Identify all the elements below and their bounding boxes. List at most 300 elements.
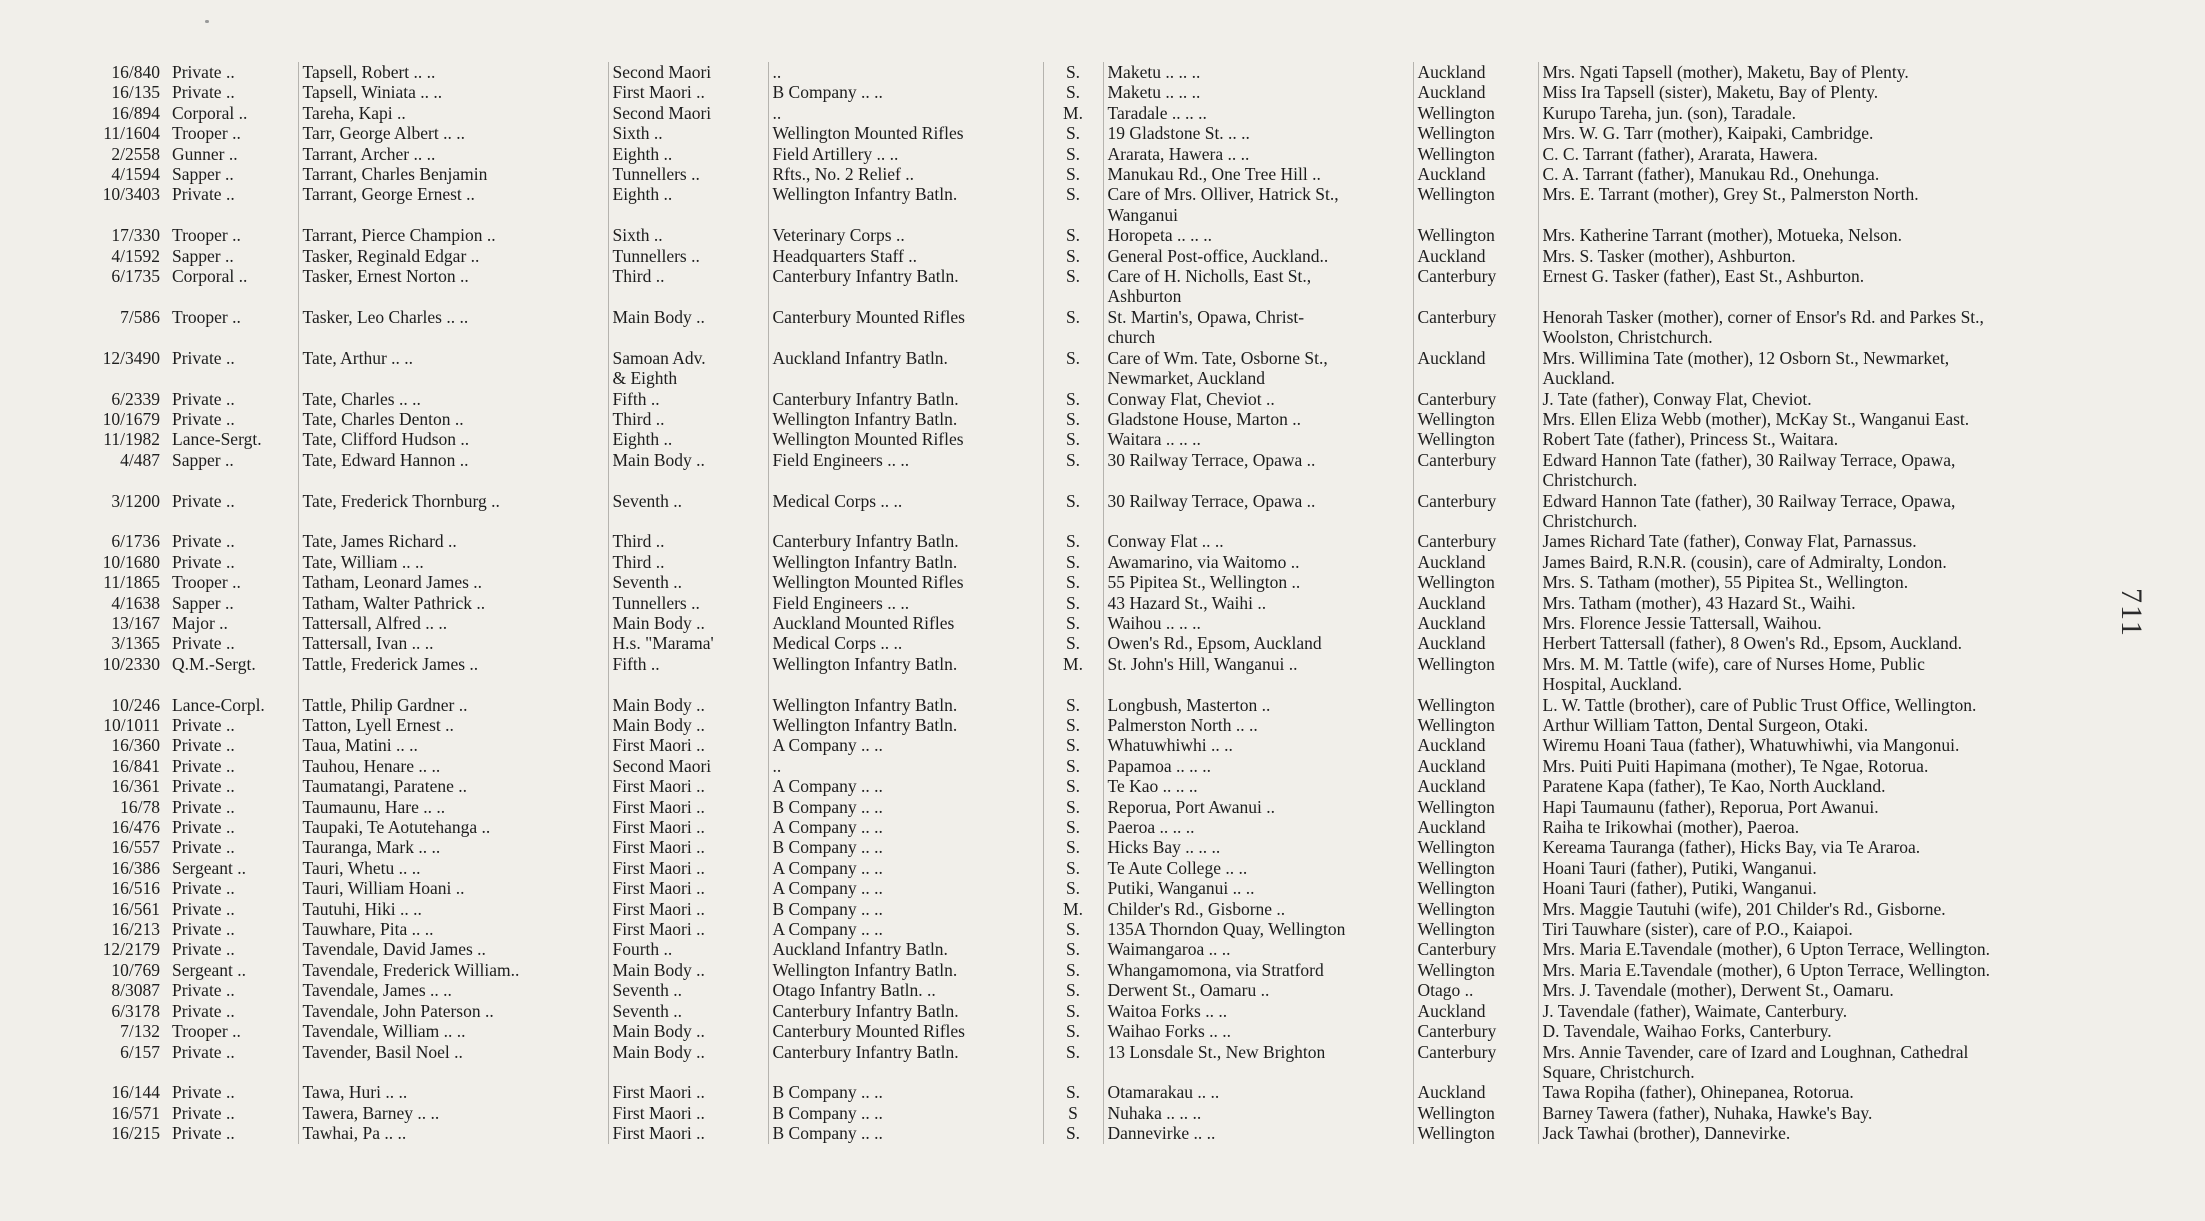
marital-status: S. bbox=[1043, 960, 1103, 980]
next-of-kin: Christchurch. bbox=[1542, 510, 1638, 531]
unit: Wellington Infantry Batln. bbox=[768, 960, 1043, 980]
regimental-number: 4/1638 bbox=[111, 592, 160, 613]
district: Auckland bbox=[1413, 82, 1538, 102]
table-row bbox=[68, 225, 2128, 245]
regimental-number: 4/1594 bbox=[111, 164, 160, 185]
draft: First Maori .. bbox=[608, 858, 768, 878]
next-of-kin: Mrs. Annie Tavender, care of Izard and Loughnan, Cathedral bbox=[1542, 1041, 1969, 1062]
regimental-number: 16/894 bbox=[111, 102, 160, 123]
regimental-number: 17/330 bbox=[111, 225, 160, 246]
regimental-number bbox=[68, 327, 168, 347]
district: Canterbury bbox=[1413, 491, 1538, 511]
draft bbox=[608, 470, 768, 490]
unit: Medical Corps .. .. bbox=[768, 491, 1043, 511]
district: Wellington bbox=[1413, 960, 1538, 980]
unit: A Company .. .. bbox=[768, 817, 1043, 837]
table-row bbox=[68, 348, 2128, 368]
regimental-number bbox=[68, 1062, 168, 1082]
table-row bbox=[68, 184, 2128, 204]
next-of-kin: C. A. Tarrant (father), Manukau Rd., Onehunga. bbox=[1542, 164, 1880, 185]
address: Waihou .. .. .. bbox=[1103, 613, 1413, 633]
district: Wellington bbox=[1413, 144, 1538, 164]
table-row bbox=[68, 858, 2128, 878]
dust-speck bbox=[205, 20, 209, 23]
draft: Eighth .. bbox=[608, 429, 768, 449]
regimental-number: 16/78 bbox=[120, 796, 160, 817]
table-row bbox=[68, 144, 2128, 164]
regimental-number: 6/3178 bbox=[111, 1000, 160, 1021]
district: Auckland bbox=[1413, 348, 1538, 368]
next-of-kin: Raiha te Irikowhai (mother), Paeroa. bbox=[1542, 817, 1800, 838]
soldier-name: Tate, Arthur .. .. bbox=[298, 348, 608, 368]
table-row bbox=[68, 817, 2128, 837]
table-row bbox=[68, 593, 2128, 613]
nominal-roll-table bbox=[68, 62, 2128, 1144]
marital-status: S. bbox=[1043, 1082, 1103, 1102]
rank: Private .. bbox=[168, 715, 298, 735]
address: Palmerston North .. .. bbox=[1103, 715, 1413, 735]
district: Wellington bbox=[1413, 654, 1538, 674]
rank: Trooper .. bbox=[168, 572, 298, 592]
marital-status: S. bbox=[1043, 246, 1103, 266]
district: Wellington bbox=[1413, 878, 1538, 898]
soldier-name: Taumaunu, Hare .. .. bbox=[298, 797, 608, 817]
rank: Sergeant .. bbox=[168, 858, 298, 878]
soldier-name: Tarrant, George Ernest .. bbox=[298, 184, 608, 204]
page-number: 711 bbox=[2115, 588, 2148, 638]
draft: First Maori .. bbox=[608, 878, 768, 898]
next-of-kin: Barney Tawera (father), Nuhaka, Hawke's Bay. bbox=[1542, 1102, 1873, 1123]
regimental-number: 12/3490 bbox=[102, 347, 160, 368]
next-of-kin: L. W. Tattle (brother), care of Public Trust Office, Wellington. bbox=[1542, 694, 1977, 715]
next-of-kin: Hapi Taumaunu (father), Reporua, Port Awanui. bbox=[1542, 796, 1879, 817]
address: Paeroa .. .. .. bbox=[1103, 817, 1413, 837]
unit: .. bbox=[768, 756, 1043, 776]
table-row bbox=[68, 1082, 2128, 1102]
unit: .. bbox=[768, 103, 1043, 123]
address: 13 Lonsdale St., New Brighton bbox=[1103, 1042, 1413, 1062]
unit: Canterbury Mounted Rifles bbox=[768, 1021, 1043, 1041]
next-of-kin: Mrs. Willimina Tate (mother), 12 Osborn St., Newmarket, bbox=[1542, 347, 1950, 368]
soldier-name bbox=[298, 470, 608, 490]
address: General Post-office, Auckland.. bbox=[1103, 246, 1413, 266]
district: Otago .. bbox=[1413, 980, 1538, 1000]
next-of-kin: Mrs. Tatham (mother), 43 Hazard St., Waihi. bbox=[1542, 592, 1856, 613]
unit bbox=[768, 327, 1043, 347]
regimental-number: 16/840 bbox=[111, 62, 160, 82]
district: Auckland bbox=[1413, 62, 1538, 82]
address: Horopeta .. .. .. bbox=[1103, 225, 1413, 245]
soldier-name: Tatham, Leonard James .. bbox=[298, 572, 608, 592]
unit: B Company .. .. bbox=[768, 797, 1043, 817]
marital-status: S. bbox=[1043, 266, 1103, 286]
address: 43 Hazard St., Waihi .. bbox=[1103, 593, 1413, 613]
unit: Auckland Mounted Rifles bbox=[768, 613, 1043, 633]
draft: Tunnellers .. bbox=[608, 246, 768, 266]
rank: Q.M.-Sergt. bbox=[168, 654, 298, 674]
rank: Private .. bbox=[168, 633, 298, 653]
next-of-kin: Arthur William Tatton, Dental Surgeon, Otaki. bbox=[1542, 715, 1869, 735]
address: Gladstone House, Marton .. bbox=[1103, 409, 1413, 429]
address: Papamoa .. .. .. bbox=[1103, 756, 1413, 776]
soldier-name: Tauri, Whetu .. .. bbox=[298, 858, 608, 878]
unit: Wellington Infantry Batln. bbox=[768, 552, 1043, 572]
soldier-name bbox=[298, 205, 608, 225]
address: Waimangaroa .. .. bbox=[1103, 939, 1413, 959]
rank bbox=[168, 674, 298, 694]
marital-status bbox=[1043, 368, 1103, 388]
regimental-number: 16/561 bbox=[111, 898, 160, 919]
draft: First Maori .. bbox=[608, 837, 768, 857]
unit: .. bbox=[768, 62, 1043, 82]
rank: Trooper .. bbox=[168, 1021, 298, 1041]
rank: Corporal .. bbox=[168, 266, 298, 286]
regimental-number: 10/769 bbox=[111, 959, 160, 980]
rank: Private .. bbox=[168, 939, 298, 959]
district: Wellington bbox=[1413, 1123, 1538, 1143]
unit: A Company .. .. bbox=[768, 919, 1043, 939]
table-row bbox=[68, 103, 2128, 123]
draft: Third .. bbox=[608, 409, 768, 429]
rank bbox=[168, 511, 298, 531]
draft: First Maori .. bbox=[608, 817, 768, 837]
regimental-number: 10/1011 bbox=[103, 715, 160, 735]
table-row bbox=[68, 450, 2128, 470]
next-of-kin: Mrs. S. Tatham (mother), 55 Pipitea St., Wellington. bbox=[1542, 572, 1909, 593]
soldier-name: Tawhai, Pa .. .. bbox=[298, 1123, 608, 1143]
table-row bbox=[68, 899, 2128, 919]
unit: Canterbury Infantry Batln. bbox=[768, 389, 1043, 409]
marital-status: S bbox=[1043, 1103, 1103, 1123]
rank: Private .. bbox=[168, 980, 298, 1000]
next-of-kin: Woolston, Christchurch. bbox=[1542, 327, 1713, 348]
table-row bbox=[68, 939, 2128, 959]
district: Wellington bbox=[1413, 184, 1538, 204]
district: Wellington bbox=[1413, 715, 1538, 735]
next-of-kin: Henorah Tasker (mother), corner of Ensor's Rd. and Parkes St., bbox=[1542, 306, 1984, 327]
rank: Private .. bbox=[168, 1103, 298, 1123]
unit: Canterbury Infantry Batln. bbox=[768, 531, 1043, 551]
rank: Sapper .. bbox=[168, 164, 298, 184]
soldier-name: Tate, Charles .. .. bbox=[298, 389, 608, 409]
table-row bbox=[68, 164, 2128, 184]
unit: B Company .. .. bbox=[768, 82, 1043, 102]
rank: Private .. bbox=[168, 184, 298, 204]
unit: Wellington Mounted Rifles bbox=[768, 429, 1043, 449]
soldier-name: Tate, Frederick Thornburg .. bbox=[298, 491, 608, 511]
regimental-number bbox=[68, 205, 168, 225]
address: Longbush, Masterton .. bbox=[1103, 695, 1413, 715]
address: Whatuwhiwhi .. .. bbox=[1103, 735, 1413, 755]
soldier-name: Tavendale, William .. .. bbox=[298, 1021, 608, 1041]
next-of-kin: Mrs. W. G. Tarr (mother), Kaipaki, Cambridge. bbox=[1542, 123, 1874, 144]
soldier-name: Tasker, Ernest Norton .. bbox=[298, 266, 608, 286]
table-row bbox=[68, 960, 2128, 980]
next-of-kin: Herbert Tattersall (father), 8 Owen's Rd., Epsom, Auckland. bbox=[1542, 633, 1963, 654]
marital-status: S. bbox=[1043, 1123, 1103, 1143]
marital-status bbox=[1043, 205, 1103, 225]
address bbox=[1103, 674, 1413, 694]
next-of-kin: Mrs. Ellen Eliza Webb (mother), McKay St., Wanganui East. bbox=[1542, 408, 1970, 429]
table-row bbox=[68, 776, 2128, 796]
soldier-name: Tattle, Frederick James .. bbox=[298, 654, 608, 674]
regimental-number: 16/215 bbox=[111, 1123, 160, 1144]
address: Hicks Bay .. .. .. bbox=[1103, 837, 1413, 857]
next-of-kin: Mrs. Katherine Tarrant (mother), Motueka, Nelson. bbox=[1542, 225, 1903, 246]
regimental-number: 16/476 bbox=[111, 817, 160, 838]
district: Wellington bbox=[1413, 225, 1538, 245]
table-row bbox=[68, 511, 2128, 531]
regimental-number: 6/1735 bbox=[111, 266, 160, 287]
rank: Private .. bbox=[168, 531, 298, 551]
rank: Private .. bbox=[168, 552, 298, 572]
draft: Fifth .. bbox=[608, 389, 768, 409]
marital-status: S. bbox=[1043, 572, 1103, 592]
district: Auckland bbox=[1413, 1082, 1538, 1102]
regimental-number: 8/3087 bbox=[111, 980, 160, 1001]
district bbox=[1413, 511, 1538, 531]
district: Auckland bbox=[1413, 613, 1538, 633]
unit bbox=[768, 470, 1043, 490]
district: Wellington bbox=[1413, 695, 1538, 715]
table-row bbox=[68, 1123, 2128, 1143]
unit: Wellington Infantry Batln. bbox=[768, 409, 1043, 429]
rank: Private .. bbox=[168, 899, 298, 919]
district: Canterbury bbox=[1413, 389, 1538, 409]
rank: Sapper .. bbox=[168, 450, 298, 470]
district: Wellington bbox=[1413, 919, 1538, 939]
unit: A Company .. .. bbox=[768, 776, 1043, 796]
rank: Private .. bbox=[168, 409, 298, 429]
marital-status: S. bbox=[1043, 164, 1103, 184]
soldier-name bbox=[298, 327, 608, 347]
marital-status: S. bbox=[1043, 225, 1103, 245]
regimental-number: 16/557 bbox=[111, 837, 160, 858]
next-of-kin: Mrs. E. Tarrant (mother), Grey St., Palmerston North. bbox=[1542, 184, 1919, 205]
regimental-number: 16/135 bbox=[111, 82, 160, 103]
next-of-kin: Hoani Tauri (father), Putiki, Wanganui. bbox=[1542, 857, 1817, 878]
rank bbox=[168, 368, 298, 388]
regimental-number: 11/1865 bbox=[103, 572, 160, 593]
soldier-name: Tattersall, Alfred .. .. bbox=[298, 613, 608, 633]
address: Manukau Rd., One Tree Hill .. bbox=[1103, 164, 1413, 184]
regimental-number: 16/360 bbox=[111, 735, 160, 756]
soldier-name bbox=[298, 286, 608, 306]
next-of-kin: James Richard Tate (father), Conway Flat, Parnassus. bbox=[1542, 531, 1917, 552]
marital-status: S. bbox=[1043, 939, 1103, 959]
address: Maketu .. .. .. bbox=[1103, 82, 1413, 102]
marital-status: S. bbox=[1043, 409, 1103, 429]
address: St. John's Hill, Wanganui .. bbox=[1103, 654, 1413, 674]
marital-status bbox=[1043, 470, 1103, 490]
regimental-number: 6/157 bbox=[120, 1041, 160, 1062]
next-of-kin bbox=[1538, 286, 2128, 306]
draft: Third .. bbox=[608, 531, 768, 551]
table-row bbox=[68, 491, 2128, 511]
regimental-number: 10/1680 bbox=[102, 551, 160, 572]
table-row bbox=[68, 1103, 2128, 1123]
rank: Private .. bbox=[168, 491, 298, 511]
regimental-number: 12/2179 bbox=[102, 939, 160, 960]
regimental-number: 2/2558 bbox=[111, 143, 160, 164]
unit: Auckland Infantry Batln. bbox=[768, 939, 1043, 959]
district bbox=[1413, 205, 1538, 225]
address: Derwent St., Oamaru .. bbox=[1103, 980, 1413, 1000]
next-of-kin: Mrs. Puiti Puiti Hapimana (mother), Te Ngae, Rotorua. bbox=[1542, 755, 1929, 776]
next-of-kin: Mrs. Maggie Tautuhi (wife), 201 Childer's Rd., Gisborne. bbox=[1542, 898, 1946, 919]
district: Wellington bbox=[1413, 858, 1538, 878]
district bbox=[1413, 1062, 1538, 1082]
next-of-kin: J. Tavendale (father), Waimate, Canterbury. bbox=[1542, 1000, 1848, 1021]
table-row bbox=[68, 266, 2128, 286]
soldier-name: Tasker, Reginald Edgar .. bbox=[298, 246, 608, 266]
marital-status bbox=[1043, 286, 1103, 306]
marital-status: M. bbox=[1043, 103, 1103, 123]
soldier-name bbox=[298, 368, 608, 388]
draft: Main Body .. bbox=[608, 450, 768, 470]
draft: Eighth .. bbox=[608, 184, 768, 204]
marital-status: S. bbox=[1043, 552, 1103, 572]
next-of-kin: Hospital, Auckland. bbox=[1542, 674, 1682, 695]
soldier-name: Tauhou, Henare .. .. bbox=[298, 756, 608, 776]
soldier-name: Tautuhi, Hiki .. .. bbox=[298, 899, 608, 919]
soldier-name: Tareha, Kapi .. bbox=[298, 103, 608, 123]
district: Canterbury bbox=[1413, 1042, 1538, 1062]
rank: Private .. bbox=[168, 82, 298, 102]
marital-status: M. bbox=[1043, 654, 1103, 674]
soldier-name: Tattle, Philip Gardner .. bbox=[298, 695, 608, 715]
next-of-kin: Ernest G. Tasker (father), East St., Ashburton. bbox=[1542, 266, 1865, 287]
unit: Wellington Infantry Batln. bbox=[768, 184, 1043, 204]
regimental-number bbox=[68, 470, 168, 490]
unit: Wellington Infantry Batln. bbox=[768, 715, 1043, 735]
soldier-name: Taumatangi, Paratene .. bbox=[298, 776, 608, 796]
unit: Wellington Mounted Rifles bbox=[768, 123, 1043, 143]
next-of-kin: D. Tavendale, Waihao Forks, Canterbury. bbox=[1542, 1021, 1832, 1042]
address: Dannevirke .. .. bbox=[1103, 1123, 1413, 1143]
address bbox=[1103, 511, 1413, 531]
marital-status: S. bbox=[1043, 593, 1103, 613]
next-of-kin: Jack Tawhai (brother), Dannevirke. bbox=[1542, 1123, 1791, 1144]
table-row bbox=[68, 919, 2128, 939]
district: Canterbury bbox=[1413, 450, 1538, 470]
next-of-kin: James Baird, R.N.R. (cousin), care of Admiralty, London. bbox=[1542, 551, 1947, 572]
district: Canterbury bbox=[1413, 307, 1538, 327]
marital-status: S. bbox=[1043, 613, 1103, 633]
draft: First Maori .. bbox=[608, 899, 768, 919]
next-of-kin: Mrs. Florence Jessie Tattersall, Waihou. bbox=[1542, 612, 1822, 633]
soldier-name: Tapsell, Winiata .. .. bbox=[298, 82, 608, 102]
next-of-kin: J. Tate (father), Conway Flat, Cheviot. bbox=[1542, 388, 1812, 409]
unit: Rfts., No. 2 Relief .. bbox=[768, 164, 1043, 184]
rank bbox=[168, 1062, 298, 1082]
district: Canterbury bbox=[1413, 266, 1538, 286]
marital-status bbox=[1043, 327, 1103, 347]
soldier-name: Tapsell, Robert .. .. bbox=[298, 62, 608, 82]
regimental-number: 4/1592 bbox=[111, 245, 160, 266]
table-row bbox=[68, 837, 2128, 857]
marital-status: S. bbox=[1043, 980, 1103, 1000]
marital-status: S. bbox=[1043, 837, 1103, 857]
soldier-name bbox=[298, 674, 608, 694]
address: Nuhaka .. .. .. bbox=[1103, 1103, 1413, 1123]
marital-status: S. bbox=[1043, 531, 1103, 551]
table-row bbox=[68, 1001, 2128, 1021]
marital-status: S. bbox=[1043, 62, 1103, 82]
regimental-number: 3/1365 bbox=[111, 633, 160, 654]
next-of-kin: Mrs. J. Tavendale (mother), Derwent St., Oamaru. bbox=[1542, 980, 1894, 1001]
district: Canterbury bbox=[1413, 939, 1538, 959]
district: Auckland bbox=[1413, 776, 1538, 796]
marital-status: S. bbox=[1043, 450, 1103, 470]
draft: Third .. bbox=[608, 552, 768, 572]
soldier-name: Taupaki, Te Aotutehanga .. bbox=[298, 817, 608, 837]
next-of-kin bbox=[1538, 205, 2128, 225]
table-row bbox=[68, 654, 2128, 674]
soldier-name: Tate, James Richard .. bbox=[298, 531, 608, 551]
marital-status: S. bbox=[1043, 858, 1103, 878]
unit bbox=[768, 368, 1043, 388]
address: Wanganui bbox=[1103, 205, 1413, 225]
unit: Field Engineers .. .. bbox=[768, 450, 1043, 470]
table-row bbox=[68, 756, 2128, 776]
address: Care of Wm. Tate, Osborne St., bbox=[1103, 348, 1413, 368]
soldier-name: Tawa, Huri .. .. bbox=[298, 1082, 608, 1102]
next-of-kin: Robert Tate (father), Princess St., Waitara. bbox=[1542, 429, 1839, 450]
district: Auckland bbox=[1413, 756, 1538, 776]
address bbox=[1103, 470, 1413, 490]
unit: Canterbury Infantry Batln. bbox=[768, 1001, 1043, 1021]
regimental-number: 16/386 bbox=[111, 857, 160, 878]
marital-status: S. bbox=[1043, 817, 1103, 837]
table-row bbox=[68, 531, 2128, 551]
regimental-number: 11/1982 bbox=[103, 429, 160, 450]
address: 30 Railway Terrace, Opawa .. bbox=[1103, 450, 1413, 470]
soldier-name: Tavendale, Frederick William.. bbox=[298, 960, 608, 980]
soldier-name: Tattersall, Ivan .. .. bbox=[298, 633, 608, 653]
regimental-number: 10/246 bbox=[111, 694, 160, 715]
table-row bbox=[68, 327, 2128, 347]
next-of-kin: Auckland. bbox=[1542, 368, 1615, 389]
next-of-kin: Mrs. Ngati Tapsell (mother), Maketu, Bay of Plenty. bbox=[1542, 62, 1909, 82]
unit: A Company .. .. bbox=[768, 735, 1043, 755]
next-of-kin: Wiremu Hoani Taua (father), Whatuwhiwhi, via Mangonui. bbox=[1542, 735, 1960, 756]
marital-status: S. bbox=[1043, 144, 1103, 164]
marital-status: S. bbox=[1043, 735, 1103, 755]
soldier-name: Tavendale, David James .. bbox=[298, 939, 608, 959]
table-row bbox=[68, 572, 2128, 592]
draft: Seventh .. bbox=[608, 1001, 768, 1021]
next-of-kin: Mrs. S. Tasker (mother), Ashburton. bbox=[1542, 245, 1796, 266]
address: Conway Flat .. .. bbox=[1103, 531, 1413, 551]
draft bbox=[608, 286, 768, 306]
marital-status bbox=[1043, 511, 1103, 531]
regimental-number bbox=[68, 286, 168, 306]
rank: Major .. bbox=[168, 613, 298, 633]
draft: Second Maori bbox=[608, 62, 768, 82]
regimental-number: 16/144 bbox=[111, 1082, 160, 1103]
district: Auckland bbox=[1413, 246, 1538, 266]
district: Auckland bbox=[1413, 552, 1538, 572]
rank: Private .. bbox=[168, 348, 298, 368]
marital-status: S. bbox=[1043, 797, 1103, 817]
rank: Private .. bbox=[168, 797, 298, 817]
district: Auckland bbox=[1413, 817, 1538, 837]
draft: Third .. bbox=[608, 266, 768, 286]
marital-status: S. bbox=[1043, 1042, 1103, 1062]
unit: Field Artillery .. .. bbox=[768, 144, 1043, 164]
rank bbox=[168, 470, 298, 490]
